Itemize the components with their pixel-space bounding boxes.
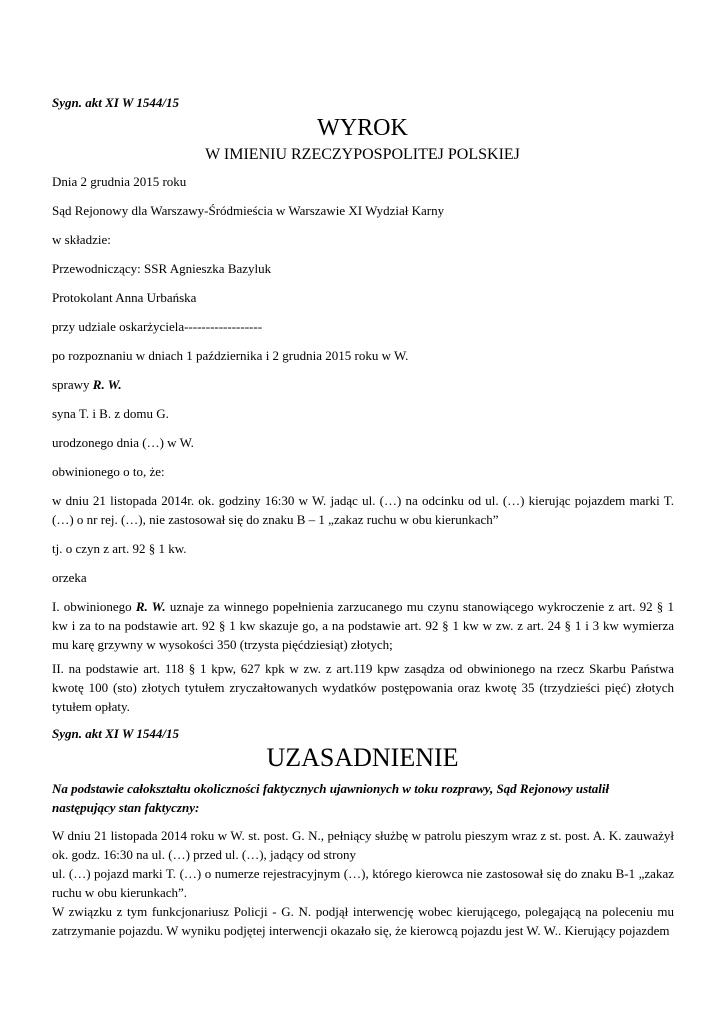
- facts-line-2: ul. (…) pojazd marki T. (…) o numerze rejestracyjnym (…), którego kierowca nie zastosował się do znaku B-1 „zakaz ruchu w obu kierunkach”.: [52, 866, 674, 900]
- verdict-point-2: II. na podstawie art. 118 § 1 kpw, 627 kpk w zw. z art.119 kpw zasądza od obwinionego na rzecz Skarbu Państwa kwotę 100 (sto) złotych tytułem zryczałtowanych wydatków postępowania oraz kwotę 35 (trzydzieści pięć) złotych tytułem opłaty.: [52, 661, 674, 714]
- charged-line: obwinionego o to, że:: [52, 464, 165, 479]
- son-line: syna T. i B. z domu G.: [52, 406, 169, 421]
- point1-defendant: R. W.: [135, 599, 166, 614]
- case-signature-2: Sygn. akt XI W 1544/15: [52, 726, 180, 741]
- chair-line: Przewodniczący: SSR Agnieszka Bazyluk: [52, 261, 272, 276]
- case-prefix: sprawy: [52, 377, 93, 392]
- rules-line: orzeka: [52, 570, 87, 585]
- date-line: Dnia 2 grudnia 2015 roku: [52, 174, 187, 189]
- prosecutor-line: przy udziale oskarżyciela------------------: [52, 319, 263, 334]
- composition-line: w składzie:: [52, 232, 111, 247]
- hearing-line: po rozpoznaniu w dniach 1 października i 2 grudnia 2015 roku w W.: [52, 348, 409, 363]
- justification-title: UZASADNIENIE: [266, 743, 459, 772]
- court-line: Sąd Rejonowy dla Warszawy-Śródmieścia w Warszawie XI Wydział Karny: [52, 203, 445, 218]
- judgment-title: WYROK: [317, 115, 408, 141]
- case-line: [52, 375, 674, 394]
- point1-prefix: I. obwinionego: [52, 599, 136, 614]
- judgment-subtitle: W IMIENIU RZECZYPOSPOLITEJ POLSKIEJ: [205, 146, 520, 163]
- facts-line-3: W związku z tym funkcjonariusz Policji - G. N. podjął interwencję wobec kierującego, polegającą na poleceniu mu zatrzymanie pojazdu. W wyniku podjętej interwencji okazało się, że kierowcą pojazdu jest W. W.. Kierujący pojazdem: [52, 904, 674, 938]
- case-signature: Sygn. akt XI W 1544/15: [52, 95, 180, 110]
- findings-heading: Na podstawie całokształtu okoliczności faktycznych ujawnionych w toku rozprawy, Sąd Rejonowy ustalił następujący stan faktyczny:: [52, 781, 610, 815]
- point1-text: uznaje za winnego popełnienia zarzucanego mu czynu stanowiącego wykroczenie z art. 92 § 1 kw i za to na podstawie art. 92 § 1 kw skazuje go, a na podstawie art. 92 § 1 kw w zw. z art. 24 § 1 i 3 kw wymierza mu karę grzywny w wysokości 350 (trzysta pięćdziesiąt) złotych;: [52, 599, 674, 652]
- facts-paragraph: [52, 826, 674, 940]
- born-line: urodzonego dnia (…) w W.: [52, 435, 194, 450]
- charge-text: w dniu 21 listopada 2014r. ok. godziny 16:30 w W. jadąc ul. (…) na odcinku od ul. (…) kierując pojazdem marki T. (…) o nr rej. (…), nie zastosował się do znaku B – 1 „zakaz ruchu w obu kierunkach”: [52, 493, 674, 527]
- clerk-line: Protokolant Anna Urbańska: [52, 290, 197, 305]
- defendant-name: R. W.: [92, 377, 122, 392]
- article-line: tj. o czyn z art. 92 § 1 kw.: [52, 541, 187, 556]
- facts-line-1: W dniu 21 listopada 2014 roku w W. st. post. G. N., pełniący służbę w patrolu pieszym wraz z st. post. A. K. zauważył ok. godz. 16:30 na ul. (…) przed ul. (…), jadący od strony: [52, 828, 674, 862]
- verdict-point-1: [52, 597, 674, 654]
